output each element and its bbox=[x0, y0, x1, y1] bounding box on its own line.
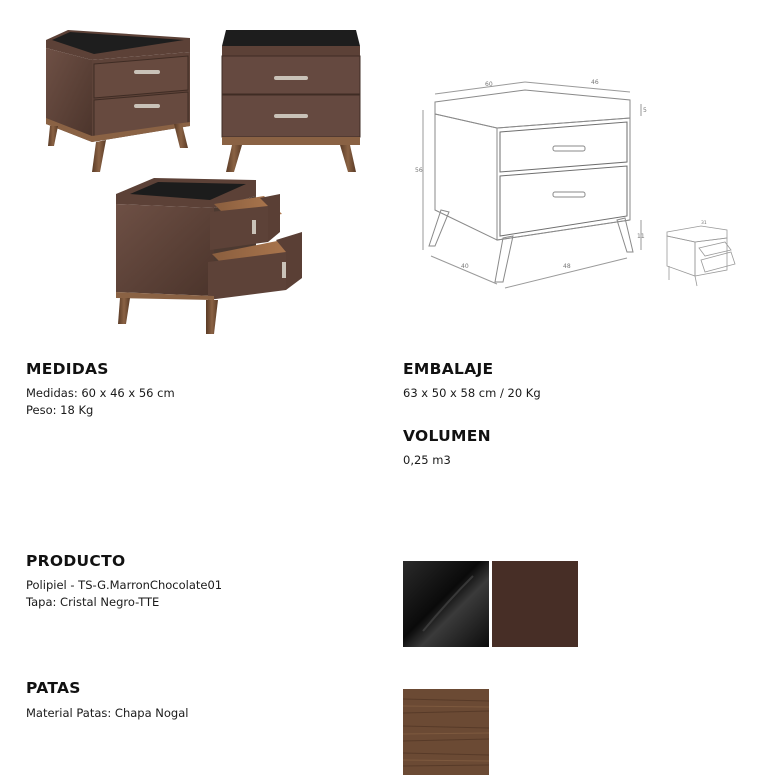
volumen-heading: VOLUMEN bbox=[403, 427, 491, 445]
photo-angled-view bbox=[46, 30, 190, 172]
producto-material: Polipiel - TS-G.MarronChocolate01 bbox=[26, 578, 223, 592]
swatch-walnut bbox=[403, 689, 489, 775]
dim-height: 56 bbox=[415, 167, 423, 174]
product-photos bbox=[0, 0, 380, 345]
small-dim-width: 31 bbox=[701, 221, 707, 226]
swatch-black-glass bbox=[403, 561, 489, 647]
technical-drawing bbox=[405, 70, 755, 300]
medidas-weight: Peso: 18 Kg bbox=[26, 403, 94, 417]
producto-top: Tapa: Cristal Negro-TTE bbox=[26, 595, 160, 609]
photo-open-drawers bbox=[116, 178, 302, 334]
swatch-chocolate-leather bbox=[492, 561, 578, 647]
embalaje-heading: EMBALAJE bbox=[403, 360, 494, 378]
small-drawing bbox=[667, 226, 735, 286]
patas-material: Material Patas: Chapa Nogal bbox=[26, 706, 189, 720]
patas-heading: PATAS bbox=[26, 679, 81, 697]
dim-leg-height: 11 bbox=[637, 233, 645, 240]
photo-front-view bbox=[222, 30, 360, 172]
dim-leg-width: 48 bbox=[563, 263, 571, 270]
volumen-value: 0,25 m3 bbox=[403, 453, 451, 467]
dim-depth: 46 bbox=[591, 79, 599, 86]
dim-top: 5 bbox=[643, 107, 647, 114]
embalaje-value: 63 x 50 x 58 cm / 20 Kg bbox=[403, 386, 541, 400]
medidas-heading: MEDIDAS bbox=[26, 360, 109, 378]
dim-width: 60 bbox=[485, 81, 493, 88]
medidas-dimensions: Medidas: 60 x 46 x 56 cm bbox=[26, 386, 175, 400]
dim-leg-depth: 40 bbox=[461, 263, 469, 270]
producto-heading: PRODUCTO bbox=[26, 552, 126, 570]
